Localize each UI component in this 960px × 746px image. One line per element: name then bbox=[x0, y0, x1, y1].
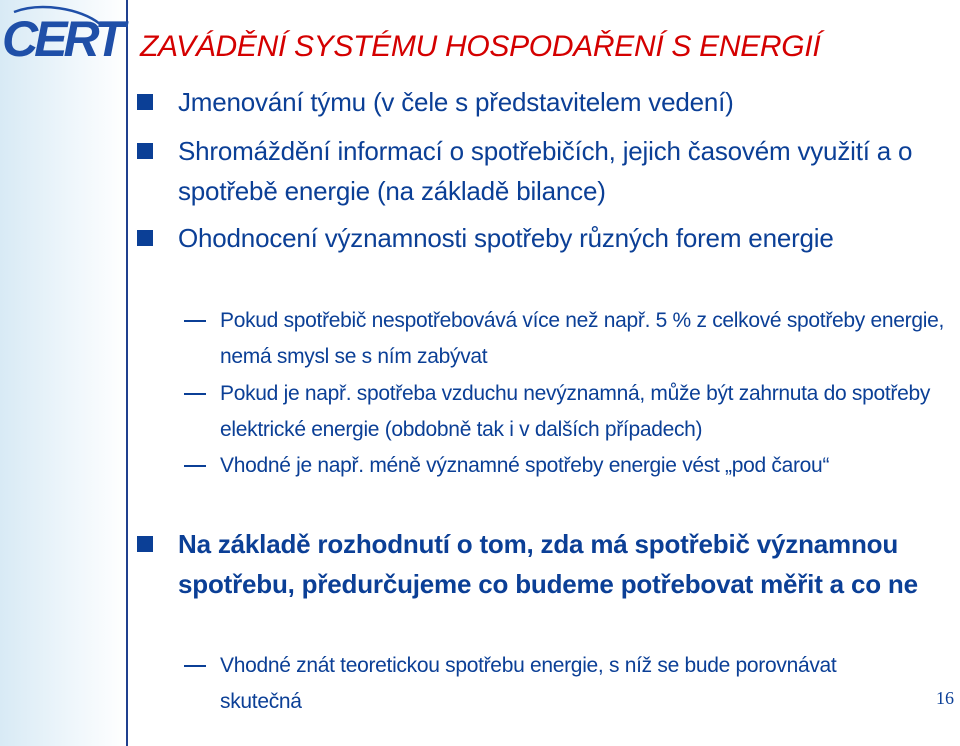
sub-item: Pokud je např. spotřeba vzduchu nevýznamná, může být zahrnuta do spotřeby elektrické energie (obdobně tak i v dalších případech) bbox=[220, 376, 960, 448]
dash-bullet-icon bbox=[184, 665, 206, 667]
bullet-item: Shromáždění informací o spotřebičích, jejich časovém využití a o spotřebě energie (na základě bilance) bbox=[178, 131, 948, 211]
sub-item: Pokud spotřebič nespotřebovává více než např. 5 % z celkové spotřeby energie, nemá smysl se s ním zabývat bbox=[220, 303, 960, 375]
side-divider bbox=[126, 0, 128, 746]
sub-item: Vhodné znát teoretickou spotřebu energie, s níž se bude porovnávat skutečná bbox=[220, 648, 860, 720]
dash-bullet-icon bbox=[184, 393, 206, 395]
bullet-item: Ohodnocení významnosti spotřeby různých forem energie bbox=[178, 218, 948, 258]
square-bullet-icon bbox=[137, 230, 153, 246]
dash-bullet-icon bbox=[184, 320, 206, 322]
sub-item: Vhodné je např. méně významné spotřeby energie vést „pod čarou“ bbox=[220, 448, 960, 484]
page-number: 16 bbox=[936, 688, 954, 708]
dash-bullet-icon bbox=[184, 465, 206, 467]
side-band bbox=[0, 0, 127, 746]
square-bullet-icon bbox=[137, 536, 153, 552]
cert-logo-text: CERT bbox=[2, 11, 122, 66]
bullet-item: Na základě rozhodnutí o tom, zda má spotřebič významnou spotřebu, předurčujeme co budeme potřebovat měřit a co ne bbox=[178, 524, 948, 604]
square-bullet-icon bbox=[137, 94, 153, 110]
cert-logo bbox=[0, 4, 130, 66]
bullet-item: Jmenování týmu (v čele s představitelem vedení) bbox=[178, 82, 948, 122]
square-bullet-icon bbox=[137, 143, 153, 159]
slide-title: ZAVÁDĚNÍ SYSTÉMU HOSPODAŘENÍ S ENERGIÍ bbox=[140, 30, 821, 63]
